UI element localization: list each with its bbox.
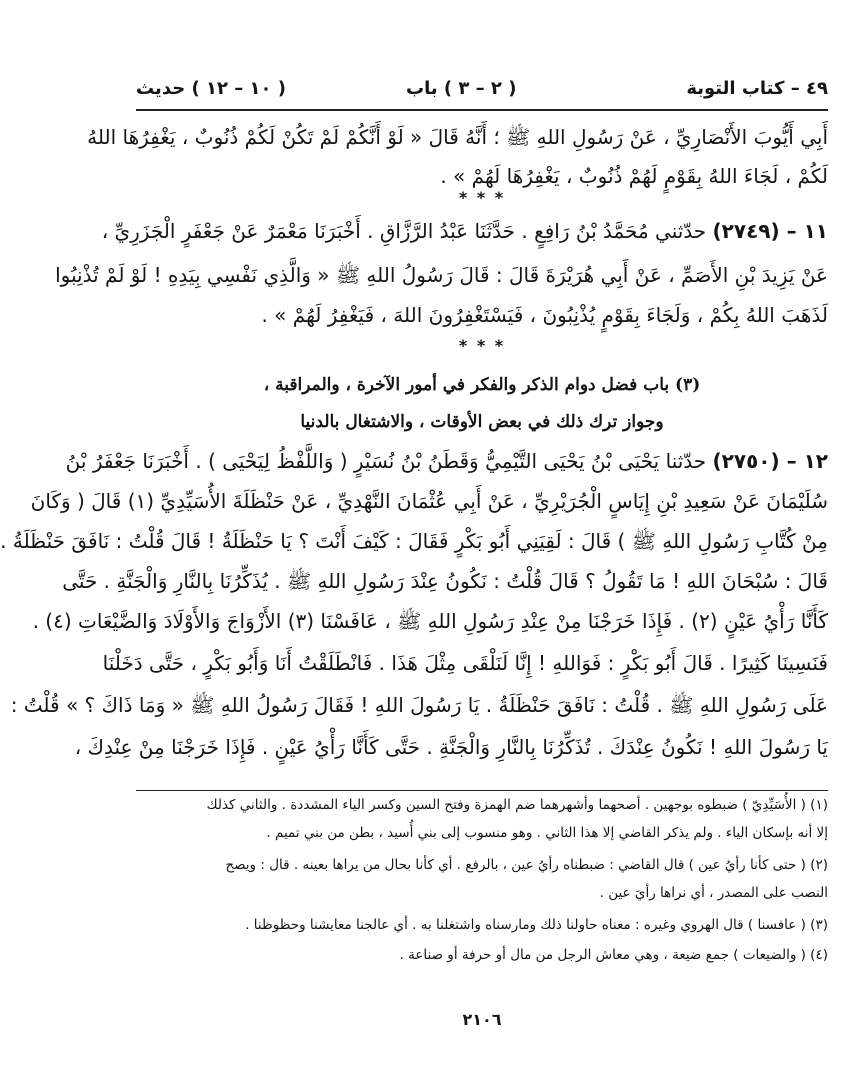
header-book-title: ٤٩ – كتاب التوبة [686, 78, 828, 99]
hadith-11-line-1 [101, 216, 828, 246]
hadith-12-line-7: عَلَى رَسُولِ اللهِ ﷺ . قُلْتُ : نَافَقَ حَنْظَلَةُ . يَا رَسُولَ اللهِ ! فَقَالَ رَسُولُ اللهِ ﷺ « وَمَا ذَاكَ ؟ » قُلْتُ : [10, 693, 828, 717]
footnote-1-line-1: (١) ( الأُسَيِّدِيّ ) ضبطوه بوجهين . أصحهما وأشهرهما ضم الهمزة وفتح السين وكسر الياء المشددة . والثاني كذلك [206, 797, 828, 813]
hadith-12-line-2: سُلَيْمَانَ عَنْ سَعِيدِ بْنِ إِيَاسٍ الْجُرَيْرِيِّ ، عَنْ أَبِي عُثْمَانَ النَّهْدِيِّ ، عَنْ حَنْظَلَةَ الأُسَيِّدِيِّ (١) قَالَ ( وَكَانَ [30, 489, 828, 513]
chapter-title-line-1: (٣) باب فضل دوام الذكر والفكر في أمور الآخرة ، والمراقبة ، [263, 375, 701, 395]
hadith-10-line-2: لَكُمْ ، لَجَاءَ اللهُ بِقَوْمٍ لَهُمْ ذُنُوبٌ ، يَغْفِرُهَا لَهُمْ » . [440, 164, 828, 188]
hadith-11-line-3: لَذَهَبَ اللهُ بِكُمْ ، وَلَجَاءَ بِقَوْمٍ يُذْنِبُونَ ، فَيَسْتَغْفِرُونَ اللهَ ، فَيَغْفِرُ لَهُمْ » . [261, 303, 828, 327]
hadith-11-line-2: عَنْ يَزِيدَ بْنِ الأَصَمِّ ، عَنْ أَبِي هُرَيْرَةَ قَالَ : قَالَ رَسُولُ اللهِ ﷺ « وَالَّذِي نَفْسِي بِيَدِهِ ! لَوْ لَمْ تُذْنِبُوا [55, 263, 828, 287]
hadith-12-line-8: يَا رَسُولَ اللهِ ! نَكُونُ عِنْدَكَ . تُذَكِّرُنَا بِالنَّارِ وَالْجَنَّةِ . حَتَّى كَأَنَّا رَأْيُ عَيْنٍ . فَإِذَا خَرَجْنَا مِنْ عِنْدِكَ ، [74, 735, 828, 759]
hadith-12-line-3: مِنْ كُتَّابِ رَسُولِ اللهِ ﷺ ) قَالَ : لَقِيَنِي أَبُو بَكْرٍ فَقَالَ : كَيْفَ أَنْتَ ؟ يَا حَنْظَلَةُ ! قَالَ قُلْتُ : نَافَقَ حَنْظَلَةُ . [0, 529, 828, 553]
hadith-12-number: ١٢ – (٢٧٥٠) [712, 449, 828, 473]
footnotes-rule [136, 790, 828, 791]
footnote-2-line-1: (٢) ( حتى كأنا رأيُ عين ) قال القاضي : ضبطناه رأيُ عين ، بالرفع . أي كأنا بحال من يراها بعينه . قال : ويصح [225, 857, 828, 873]
header-rule [136, 109, 828, 111]
hadith-12-line-5: كَأَنَّا رَأْيُ عَيْنٍ (٢) . فَإِذَا خَرَجْنَا مِنْ عِنْدِ رَسُولِ اللهِ ﷺ ، عَافَسْنَا (٣) الأَزْوَاجَ وَالأَوْلَادَ وَالضَّيْعَاتِ (٤) . [32, 609, 828, 633]
page-number: ٢١٠٦ [462, 1010, 502, 1029]
footnote-4: (٤) ( والضيعات ) جمع ضيعة ، وهي معاش الرجل من مال أو حرفة أو صناعة . [399, 947, 828, 963]
footnote-2-line-2: النصب على المصدر ، أي نراها رأيَ عين . [599, 885, 828, 901]
hadith-11-number: ١١ – (٢٧٤٩) [712, 219, 828, 243]
chapter-title-line-2: وجواز ترك ذلك في بعض الأوقات ، والاشتغال بالدنيا [300, 412, 664, 432]
book-page [0, 70, 828, 1055]
hadith-10-line-1: أَبِي أَيُّوبَ الأَنْصَارِيِّ ، عَنْ رَسُولِ اللهِ ﷺ ؛ أَنَّهُ قَالَ « لَوْ أَنَّكُمْ لَمْ تَكُنْ لَكُمْ ذُنُوبٌ ، يَغْفِرُهَا اللهُ [87, 125, 828, 149]
footnote-1-line-2: إلا أنه بإسكان الياء . ولم يذكر القاضي إلا هذا الثاني . وهو منسوب إلى بني أُسيد ، بطن من بني تميم . [266, 825, 828, 841]
hadith-12-line-4: قَالَ : سُبْحَانَ اللهِ ! مَا تَقُولُ ؟ قَالَ قُلْتُ : نَكُونُ عِنْدَ رَسُولِ اللهِ ﷺ . يُذَكِّرُنَا بِالنَّارِ وَالْجَنَّةِ . حَتَّى [62, 569, 828, 593]
header-chapter-ref: ( ٢ – ٣ ) باب [406, 78, 517, 99]
hadith-11-text-1: حدّثني مُحَمَّدُ بْنُ رَافِعٍ . حَدَّثَنَا عَبْدُ الرَّزَّاقِ . أَخْبَرَنَا مَعْمَرٌ عَنْ جَعْفَرٍ الْجَزَرِيِّ ، [101, 219, 707, 243]
header-hadith-ref: ( ١٠ – ١٢ ) حديث [136, 78, 286, 99]
hadith-12-line-1 [65, 446, 828, 476]
separator-stars-2: * * * [458, 336, 506, 355]
separator-stars-1: * * * [458, 188, 506, 207]
footnote-3: (٣) ( عافسنا ) قال الهروي وغيره : معناه حاولنا ذلك ومارسناه واشتغلنا به . أي عالجنا معايشنا وحظوظنا . [245, 917, 828, 933]
running-header [136, 78, 828, 106]
hadith-12-text-1: حدّثنا يَحْيَى بْنُ يَحْيَى التَّيْمِيُّ وَقَطَنُ بْنُ نُسَيْرٍ ( وَاللَّفْظُ لِيَحْيَى ) . أَخْبَرَنَا جَعْفَرُ بْنُ [65, 449, 707, 473]
hadith-12-line-6: فَنَسِينَا كَثِيرًا . قَالَ أَبُو بَكْرٍ : فَوَاللهِ ! إِنَّا لَنَلْقَى مِثْلَ هَذَا . فَانْطَلَقْتُ أَنَا وَأَبُو بَكْرٍ ، حَتَّى دَخَلْنَا [102, 651, 828, 675]
